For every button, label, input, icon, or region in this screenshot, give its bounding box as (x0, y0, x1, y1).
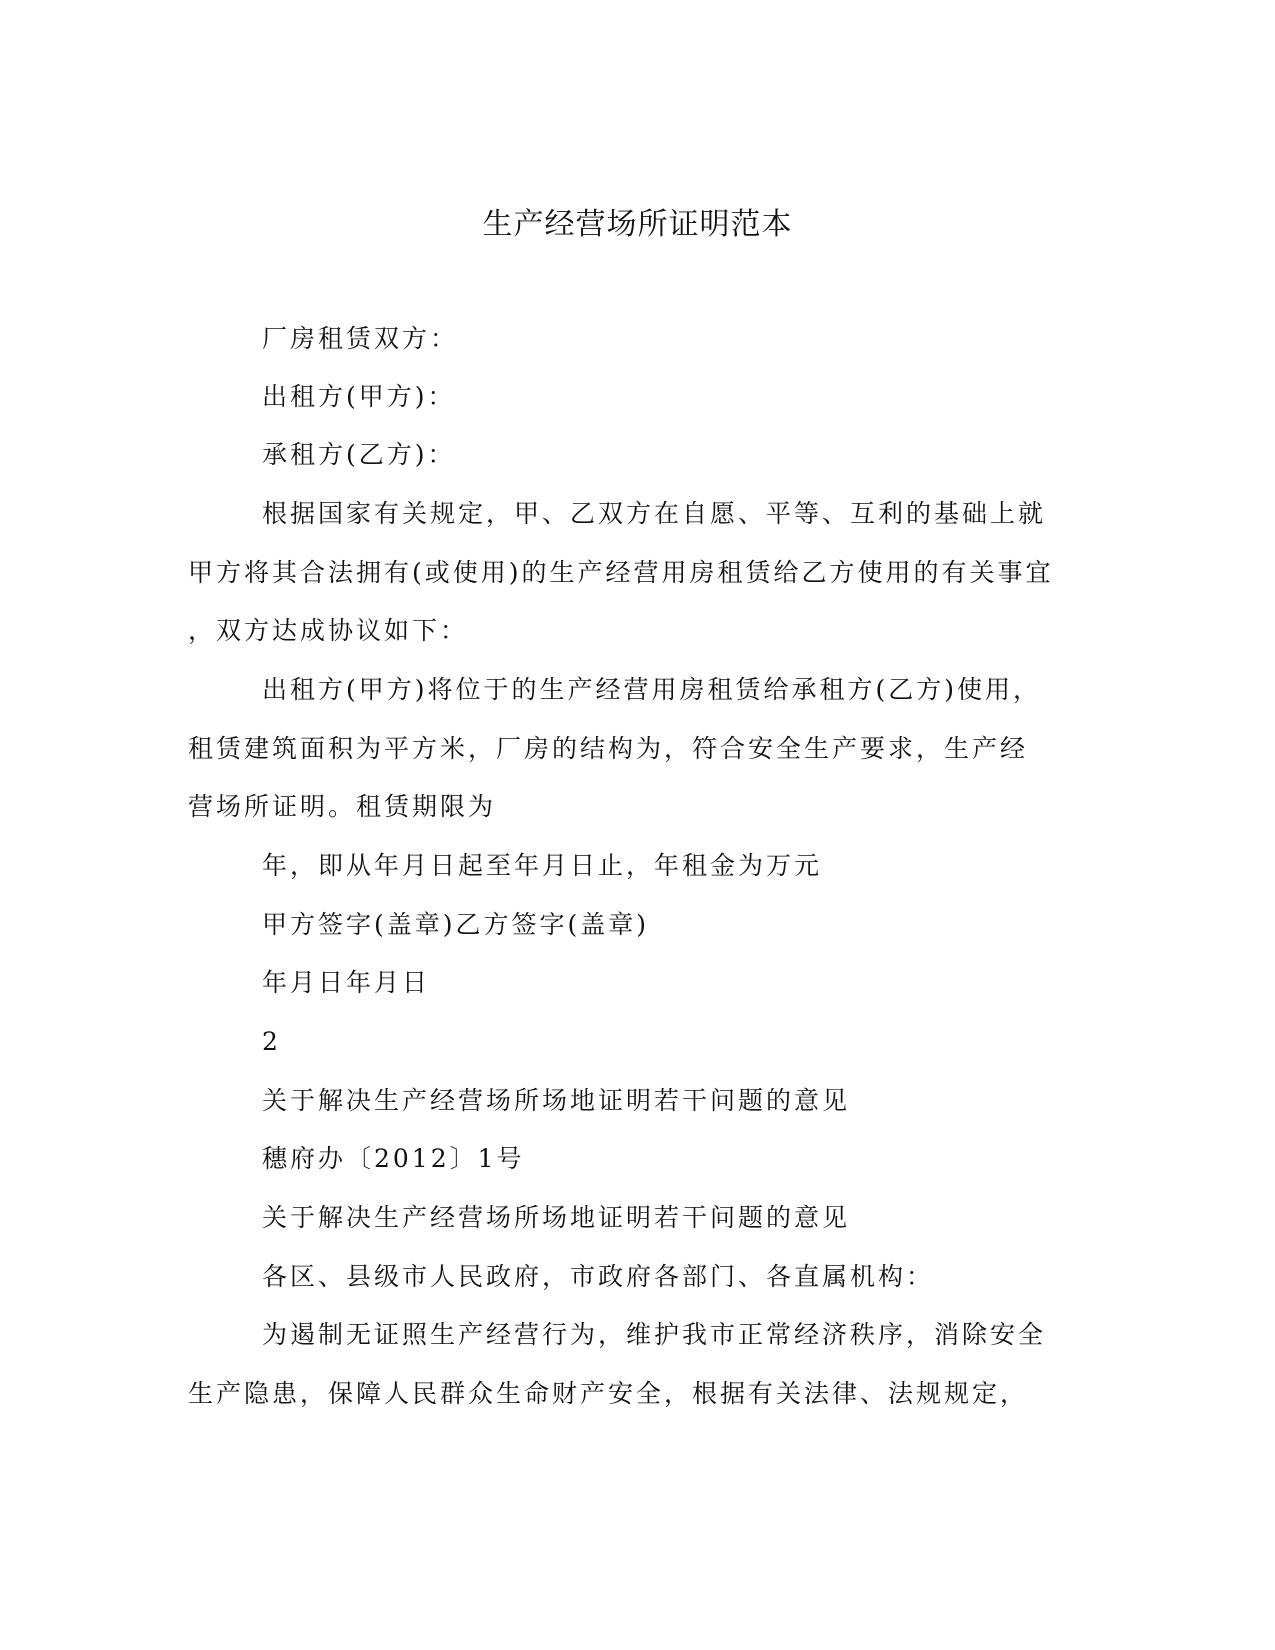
agreement-paragraph-line-3: ，双方达成协议如下： (188, 616, 469, 645)
document-title: 生产经营场所证明范本 (482, 207, 793, 242)
opinion-title-repeat-line: 关于解决生产经营场所场地证明若干问题的意见 (262, 1203, 851, 1232)
agreement-paragraph-line-2: 甲方将其合法拥有(或使用)的生产经营用房租赁给乙方使用的有关事宜 (188, 558, 1054, 587)
purpose-paragraph-line-2: 生产隐患，保障人民群众生命财产安全，根据有关法律、法规规定， (188, 1379, 1029, 1408)
lessor-line: 出租方(甲方)： (262, 382, 456, 411)
document-number-line: 穗府办〔2012〕1号 (262, 1144, 525, 1173)
lease-period-line: 年，即从年月日起至年月日止，年租金为万元 (262, 851, 823, 880)
purpose-paragraph-line-1: 为遏制无证照生产经营行为，维护我市正常经济秩序，消除安全 (262, 1320, 1047, 1349)
section-number: 2 (262, 1027, 281, 1056)
lessee-line: 承租方(乙方)： (262, 440, 456, 469)
lease-terms-line-3: 营场所证明。租赁期限为 (188, 792, 497, 821)
signature-line: 甲方签字(盖章)乙方签字(盖章) (262, 910, 650, 939)
addressee-line: 各区、县级市人民政府，市政府各部门、各直属机构： (262, 1262, 935, 1291)
lease-parties-heading: 厂房租赁双方： (262, 324, 459, 353)
opinion-title-line: 关于解决生产经营场所场地证明若干问题的意见 (262, 1086, 851, 1115)
lease-terms-line-1: 出租方(甲方)将位于的生产经营用房租赁给承租方(乙方)使用， (262, 675, 1042, 704)
lease-terms-line-2: 租赁建筑面积为平方米，厂房的结构为，符合安全生产要求，生产经 (188, 734, 1029, 763)
date-line: 年月日年月日 (262, 968, 431, 997)
agreement-paragraph-line-1: 根据国家有关规定，甲、乙双方在自愿、平等、互利的基础上就 (262, 499, 1047, 528)
